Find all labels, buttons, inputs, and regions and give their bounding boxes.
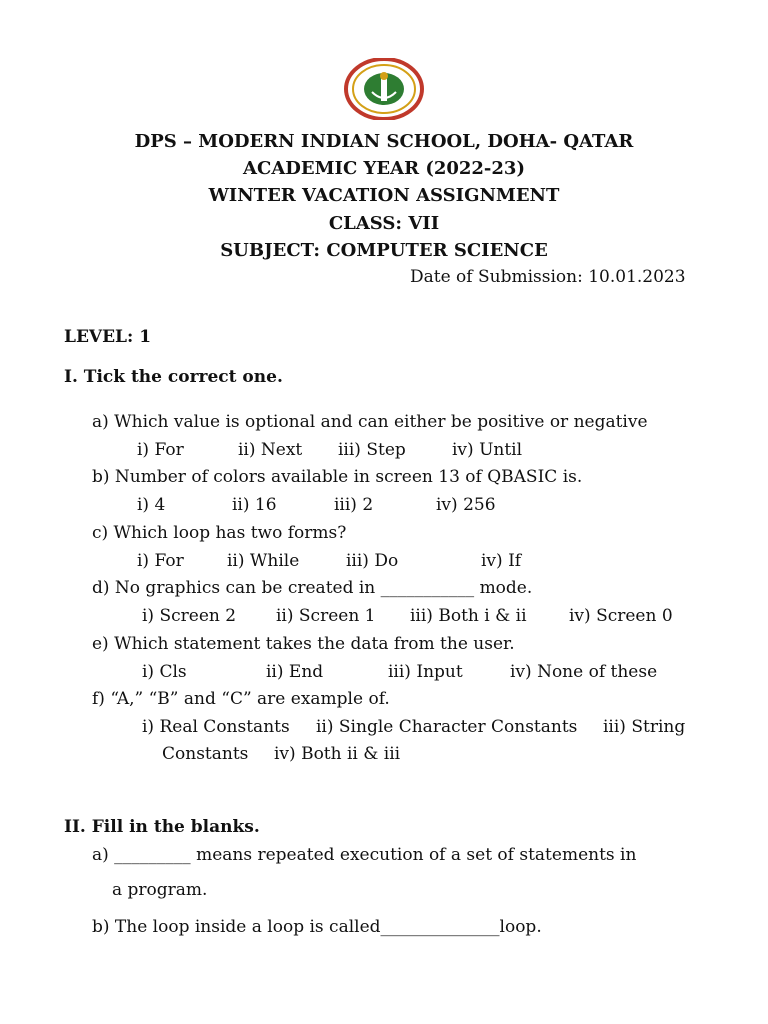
option: i) 4 <box>137 495 166 515</box>
question-text: d) No graphics can be created in ___________ mode. <box>92 578 533 598</box>
submission-date: Date of Submission: 10.01.2023 <box>410 267 686 287</box>
option: iv) Both ii & iii <box>274 744 401 764</box>
option: iii) Input <box>388 662 463 682</box>
option: iii) 2 <box>334 495 374 515</box>
school-crest-icon <box>344 58 424 120</box>
option: i) Screen 2 <box>142 606 237 626</box>
option: ii) While <box>227 551 300 571</box>
option: ii) Screen 1 <box>276 606 376 626</box>
option: iv) If <box>481 551 522 571</box>
option: ii) Single Character Constants <box>316 717 578 737</box>
level-label: LEVEL: 1 <box>64 327 152 347</box>
fill-blank-line: a program. <box>112 880 208 900</box>
class-label: CLASS: VII <box>328 213 440 234</box>
option: Constants <box>162 744 249 764</box>
fill-blank-line: b) The loop inside a loop is called______________loop. <box>92 917 542 937</box>
option: iv) Screen 0 <box>569 606 673 626</box>
section1-heading: I. Tick the correct one. <box>64 367 283 387</box>
assignment-title: WINTER VACATION ASSIGNMENT <box>208 185 560 206</box>
section2-heading: II. Fill in the blanks. <box>64 817 260 837</box>
option: iii) String <box>603 717 686 737</box>
option: i) Cls <box>142 662 187 682</box>
option: i) Real Constants <box>142 717 290 737</box>
option: iii) Do <box>346 551 399 571</box>
question-text: e) Which statement takes the data from the user. <box>92 634 515 654</box>
option: iv) Until <box>452 440 523 460</box>
question-text: f) “A,” “B” and “C” are example of. <box>92 689 390 709</box>
option: i) For <box>137 440 184 460</box>
question-text: a) Which value is optional and can either be positive or negative <box>92 412 648 432</box>
subject-label: SUBJECT: COMPUTER SCIENCE <box>220 240 548 261</box>
question-text: b) Number of colors available in screen 13 of QBASIC is. <box>92 467 583 487</box>
academic-year: ACADEMIC YEAR (2022-23) <box>243 158 525 179</box>
fill-blank-line: a) _________ means repeated execution of a set of statements in <box>92 845 637 865</box>
option: i) For <box>137 551 184 571</box>
option: iii) Both i & ii <box>410 606 527 626</box>
option: iv) None of these <box>510 662 658 682</box>
option: iv) 256 <box>436 495 496 515</box>
option: ii) 16 <box>232 495 277 515</box>
option: iii) Step <box>338 440 406 460</box>
option: ii) End <box>266 662 324 682</box>
question-text: c) Which loop has two forms? <box>92 523 347 543</box>
option: ii) Next <box>238 440 303 460</box>
school-name: DPS – MODERN INDIAN SCHOOL, DOHA- QATAR <box>134 131 634 152</box>
